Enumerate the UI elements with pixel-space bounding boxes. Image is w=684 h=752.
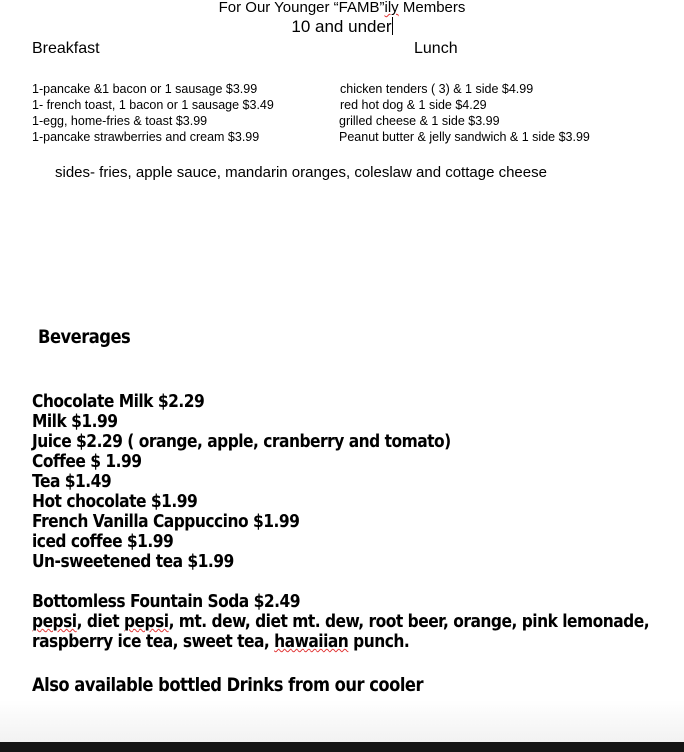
lunch-item: red hot dog & 1 side $4.29	[340, 98, 487, 112]
lunch-heading: Lunch	[414, 40, 458, 57]
beverage-item: iced coffee $1.99	[32, 531, 174, 552]
soda-text: raspberry ice tea, sweet tea,	[32, 631, 275, 652]
beverage-item: Coffee $ 1.99	[32, 451, 142, 472]
breakfast-item: 1-pancake &1 bacon or 1 sausage $3.99	[32, 82, 258, 96]
subtitle-text: 10 and under	[291, 17, 392, 36]
page-title	[0, 0, 684, 16]
title-text: For Our Younger “FAMB”	[218, 0, 385, 16]
beverage-item: Un-sweetened tea $1.99	[32, 551, 234, 572]
beverage-item: Juice $2.29 ( orange, apple, cranberry and tomato)	[32, 431, 451, 452]
beverage-item: Chocolate Milk $2.29	[32, 391, 205, 412]
soda-text: punch.	[348, 631, 410, 652]
title-text-suffix: Members	[398, 0, 466, 16]
spellcheck-word[interactable]: pepsi	[32, 611, 77, 632]
soda-flavors-line1	[32, 612, 649, 632]
soda-text: , diet	[76, 611, 124, 632]
spellcheck-word[interactable]: ily	[384, 0, 399, 16]
breakfast-list	[32, 81, 274, 145]
fountain-soda-block	[32, 592, 649, 652]
cooler-note: Also available bottled Drinks from our cooler	[32, 674, 424, 696]
page-subtitle[interactable]	[0, 17, 684, 37]
beverage-item: French Vanilla Cappuccino $1.99	[32, 511, 300, 532]
soda-text: , mt. dew, diet mt. dew, root beer, orange, pink lemonade,	[168, 611, 650, 632]
soda-flavors-line2	[32, 632, 649, 652]
breakfast-item: 1-pancake strawberries and cream $3.99	[32, 130, 260, 144]
spellcheck-word[interactable]: pepsi	[123, 611, 169, 632]
beverages-list	[32, 392, 451, 572]
breakfast-heading: Breakfast	[32, 40, 100, 57]
spellcheck-word[interactable]: hawaiian	[274, 631, 349, 652]
lunch-item: chicken tenders ( 3) & 1 side $4.99	[340, 82, 534, 96]
text-cursor	[392, 17, 393, 35]
sides-note: sides- fries, apple sauce, mandarin oranges, coleslaw and cottage cheese	[55, 164, 547, 181]
window-bottom-edge	[0, 742, 684, 752]
lunch-item: Peanut butter & jelly sandwich & 1 side $3.99	[339, 130, 590, 144]
beverage-item: Milk $1.99	[32, 411, 118, 432]
breakfast-item: 1- french toast, 1 bacon or 1 sausage $3.49	[32, 98, 274, 112]
lunch-list	[340, 81, 590, 145]
lunch-item: grilled cheese & 1 side $3.99	[339, 114, 500, 128]
fountain-soda-title: Bottomless Fountain Soda $2.49	[32, 591, 300, 612]
beverages-heading: Beverages	[38, 326, 131, 348]
beverage-item: Tea $1.49	[32, 471, 112, 492]
breakfast-item: 1-egg, home-fries & toast $3.99	[32, 114, 208, 128]
beverage-item: Hot chocolate $1.99	[32, 491, 198, 512]
